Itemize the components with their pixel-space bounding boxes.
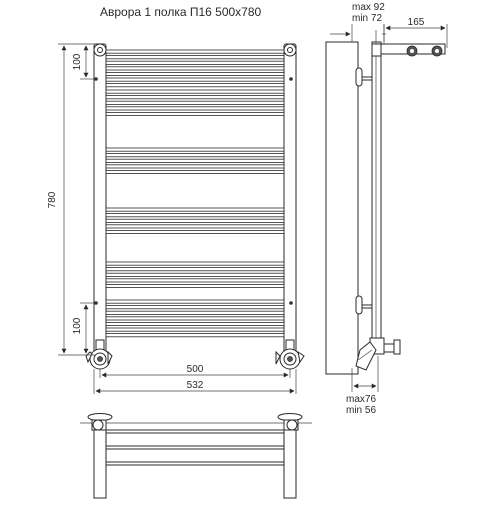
rung-31: [106, 322, 284, 325]
rung-30: [106, 317, 284, 320]
rung-24: [106, 273, 284, 276]
dimension-height: [47, 44, 96, 355]
rung-4: [106, 72, 284, 75]
side-view: [326, 2, 447, 416]
rung-28: [106, 306, 284, 309]
dimension-bottom-offset: [72, 303, 94, 353]
shelf-side: [372, 44, 445, 56]
rung-27: [106, 300, 284, 303]
rung-10: [106, 107, 284, 110]
rung-15: [106, 165, 284, 168]
rung-21: [106, 230, 284, 233]
rung-33: [106, 334, 284, 337]
rung-9: [106, 101, 284, 104]
dimension-inner-width: [100, 364, 290, 378]
rung-11: [106, 112, 284, 115]
label-connection-max: max76: [346, 394, 377, 405]
rung-32: [106, 328, 284, 331]
rung-18: [106, 214, 284, 217]
label-connection-min: min 56: [346, 405, 377, 416]
rung-20: [106, 225, 284, 228]
rung-0: [106, 50, 284, 53]
rung-23: [106, 268, 284, 271]
rung-group: [106, 50, 284, 337]
right-collector: [284, 44, 296, 354]
right-valve: [276, 340, 304, 369]
drawing-title: Аврора 1 полка П16 500x780: [100, 5, 262, 19]
rung-13: [106, 154, 284, 157]
plan-right-end: [278, 414, 302, 499]
dimension-depth: [330, 2, 386, 42]
rung-3: [106, 67, 284, 70]
front-view: [47, 44, 304, 394]
top-view: [80, 414, 312, 499]
rung-7: [106, 90, 284, 93]
rung-8: [106, 96, 284, 99]
plan-left-end: [88, 414, 112, 499]
wall: [326, 42, 358, 374]
rung-14: [106, 159, 284, 162]
left-collector: [94, 44, 106, 354]
rung-25: [106, 279, 284, 282]
rung-19: [106, 219, 284, 222]
rung-6: [106, 84, 284, 87]
side-collector: [372, 42, 381, 354]
rung-16: [106, 170, 284, 173]
label-780: 780: [47, 191, 58, 209]
rung-2: [106, 61, 284, 64]
top-bracket: [356, 68, 372, 86]
rung-26: [106, 284, 284, 287]
label-500: 500: [186, 364, 204, 375]
plan-shelf-rails: [106, 430, 284, 465]
rung-1: [106, 56, 284, 59]
left-valve: [86, 340, 112, 369]
dimension-shelf: [384, 17, 447, 48]
label-depth-min: min 72: [352, 13, 383, 24]
label-165: 165: [407, 17, 425, 28]
bottom-bracket: [356, 296, 372, 314]
rung-12: [106, 148, 284, 151]
rung-29: [106, 311, 284, 314]
label-top-100: 100: [72, 53, 83, 71]
label-532: 532: [186, 380, 204, 391]
dimension-top-offset: [72, 46, 94, 79]
rung-5: [106, 78, 284, 81]
rung-22: [106, 262, 284, 265]
rung-17: [106, 208, 284, 211]
label-depth-max: max 92: [352, 2, 385, 13]
label-bottom-100: 100: [72, 317, 83, 335]
